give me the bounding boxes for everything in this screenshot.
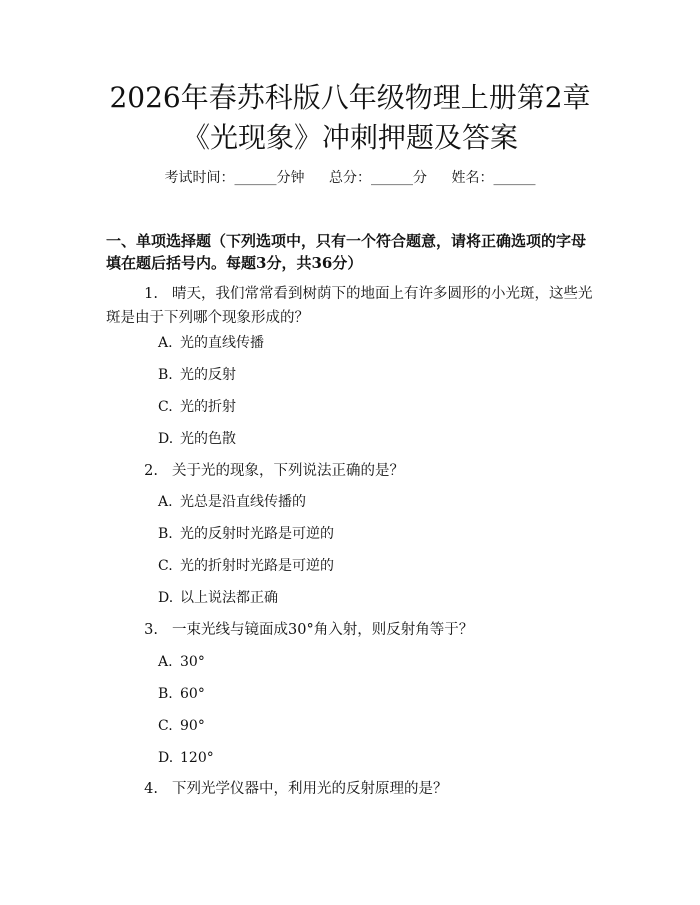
- option-letter: A.: [158, 335, 173, 351]
- option-1c: [158, 397, 236, 417]
- question-text: 晴天，我们常常看到树荫下的地面上有许多圆形的小光斑，这些光斑是由于下列哪个现象形成的？: [106, 286, 593, 326]
- option-letter: A.: [158, 494, 173, 510]
- question-number: 3.: [144, 622, 158, 638]
- option-text: 90°: [180, 718, 205, 734]
- exam-time-label: 考试时间：______分钟: [164, 170, 305, 186]
- option-1b: [158, 365, 236, 385]
- option-1d: [158, 429, 236, 449]
- option-text: 光的反射时光路是可逆的: [180, 526, 334, 542]
- total-score-label: 总分：______分: [329, 170, 427, 186]
- question-number: 2.: [144, 463, 158, 479]
- question-1: [106, 282, 596, 330]
- option-3a: [158, 652, 205, 672]
- option-2c: [158, 556, 334, 576]
- option-text: 以上说法都正确: [180, 590, 278, 606]
- option-text: 光总是沿直线传播的: [180, 494, 306, 510]
- option-letter: D.: [158, 750, 174, 766]
- option-letter: C.: [158, 399, 173, 415]
- question-number: 4.: [144, 781, 158, 797]
- question-3: [106, 618, 596, 642]
- option-1a: [158, 333, 264, 353]
- option-3c: [158, 716, 205, 736]
- option-text: 120°: [180, 750, 214, 766]
- option-letter: B.: [158, 686, 173, 702]
- question-text: 一束光线与镜面成30°角入射，则反射角等于？: [172, 622, 474, 638]
- section-heading: 一、单项选择题（下列选项中，只有一个符合题意，请将正确选项的字母填在题后括号内。每题3分，共36分）: [106, 232, 587, 272]
- question-number: 1.: [144, 286, 158, 302]
- document-title: 2026年春苏科版八年级物理上册第2章《光现象》冲刺押题及答案: [109, 81, 591, 154]
- option-letter: A.: [158, 654, 173, 670]
- question-text: 关于光的现象，下列说法正确的是？: [172, 463, 404, 479]
- option-letter: C.: [158, 558, 173, 574]
- option-2a: [158, 492, 306, 512]
- question-2: [106, 459, 596, 483]
- option-3d: [158, 748, 214, 768]
- option-letter: D.: [158, 431, 174, 447]
- option-3b: [158, 684, 205, 704]
- name-label: 姓名：______: [451, 170, 536, 186]
- option-text: 30°: [180, 654, 205, 670]
- option-2b: [158, 524, 334, 544]
- option-text: 光的折射时光路是可逆的: [180, 558, 334, 574]
- option-text: 光的色散: [180, 431, 236, 447]
- question-text: 下列光学仪器中，利用光的反射原理的是？: [172, 781, 448, 797]
- option-text: 60°: [180, 686, 205, 702]
- option-text: 光的反射: [180, 367, 236, 383]
- option-letter: B.: [158, 526, 173, 542]
- question-4: [106, 777, 596, 801]
- option-2d: [158, 588, 278, 608]
- option-letter: D.: [158, 590, 174, 606]
- option-text: 光的折射: [180, 399, 236, 415]
- option-text: 光的直线传播: [180, 335, 264, 351]
- option-letter: B.: [158, 367, 173, 383]
- exam-info: [0, 168, 700, 188]
- option-letter: C.: [158, 718, 173, 734]
